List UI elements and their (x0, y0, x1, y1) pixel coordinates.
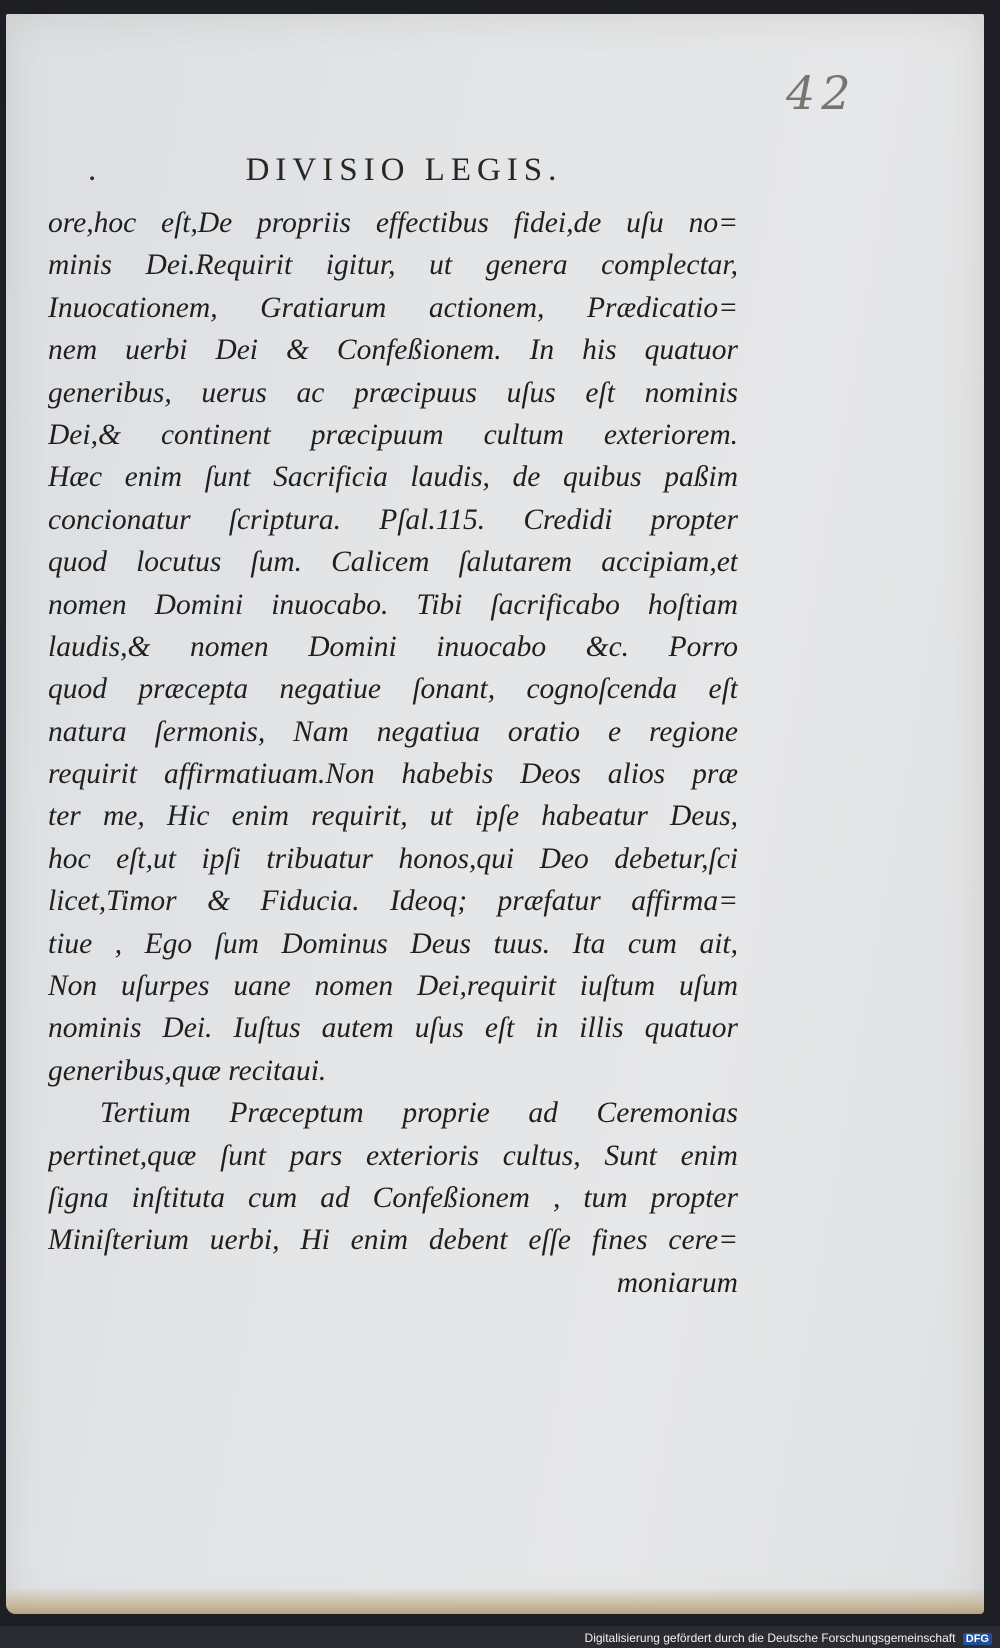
text-line: tiue , Ego ſum Dominus Deus tuus. Ita cum ait, (48, 927, 738, 960)
text-line: laudis,& nomen Domini inuocabo &c. Porro (48, 630, 738, 663)
running-head-mark: . (88, 152, 103, 188)
text-line: nem uerbi Dei & Confeßionem. In his quatuor (48, 334, 738, 367)
text-line: generibus,quæ recitaui. (48, 1054, 327, 1087)
text-line: Inuocationem, Gratiarum actionem, Prædicatio= (48, 291, 738, 324)
text-line: nominis Dei. Iuſtus autem uſus eſt in illis quatuor (48, 1012, 738, 1045)
text-line: ter me, Hic enim requirit, ut ipſe habeatur Deus, (48, 800, 738, 833)
book-page (6, 14, 984, 1614)
text-line: ſigna inſtituta cum ad Confeßionem , tum propter (48, 1181, 738, 1214)
text-line: Non uſurpes uane nomen Dei,requirit iuſtum uſum (48, 970, 738, 1003)
body-text (48, 202, 738, 1304)
running-head-title: DIVISIO LEGIS. (245, 152, 563, 188)
text-line: quod locutus ſum. Calicem ſalutarem accipiam,et (48, 546, 738, 579)
text-line: Hæc enim ſunt Sacrificia laudis, de quibus paßim (48, 461, 738, 494)
text-line: hoc eſt,ut ipſi tribuatur honos,qui Deo debetur,ſci (48, 842, 738, 875)
text-line: natura ſermonis, Nam negatiua oratio e regione (48, 715, 738, 748)
folio-number: 42 (786, 66, 857, 120)
running-head (84, 152, 724, 189)
text-line: quod præcepta negatiue ſonant, cognoſcenda eſt (48, 673, 738, 706)
text-line: minis Dei.Requirit igitur, ut genera complectar, (48, 249, 738, 282)
text-line: ore,hoc eſt,De propriis effectibus fidei,de uſu no= (48, 207, 738, 239)
text-line: concionatur ſcriptura. Pſal.115. Credidi propter (48, 503, 738, 536)
funding-credit-text: Digitalisierung gefördert durch die Deutsche Forschungsgemeinschaft (584, 1631, 956, 1645)
text-line: Miniſterium uerbi, Hi enim debent eſſe fines cere= (48, 1224, 738, 1257)
footer-bar (0, 1626, 1000, 1648)
paragraph-first-line: Tertium Præceptum proprie ad Ceremonias (100, 1097, 738, 1130)
dfg-logo: DFG (963, 1633, 992, 1645)
text-line: licet,Timor & Fiducia. Ideoq; præfatur affirma= (48, 885, 738, 918)
text-line: Dei,& continent præcipuum cultum exteriorem. (48, 418, 738, 451)
text-line: nomen Domini inuocabo. Tibi ſacrificabo hoſtiam (48, 588, 738, 621)
text-line: pertinet,quæ ſunt pars exterioris cultus, Sunt enim (48, 1139, 738, 1172)
catchword: moniarum (616, 1266, 738, 1299)
text-line: requirit affirmatiuam.Non habebis Deos alios præ (48, 758, 738, 791)
funding-credit (585, 1631, 992, 1645)
page-edge-shading (6, 1588, 984, 1614)
text-line: generibus, uerus ac præcipuus uſus eſt nominis (48, 376, 738, 409)
